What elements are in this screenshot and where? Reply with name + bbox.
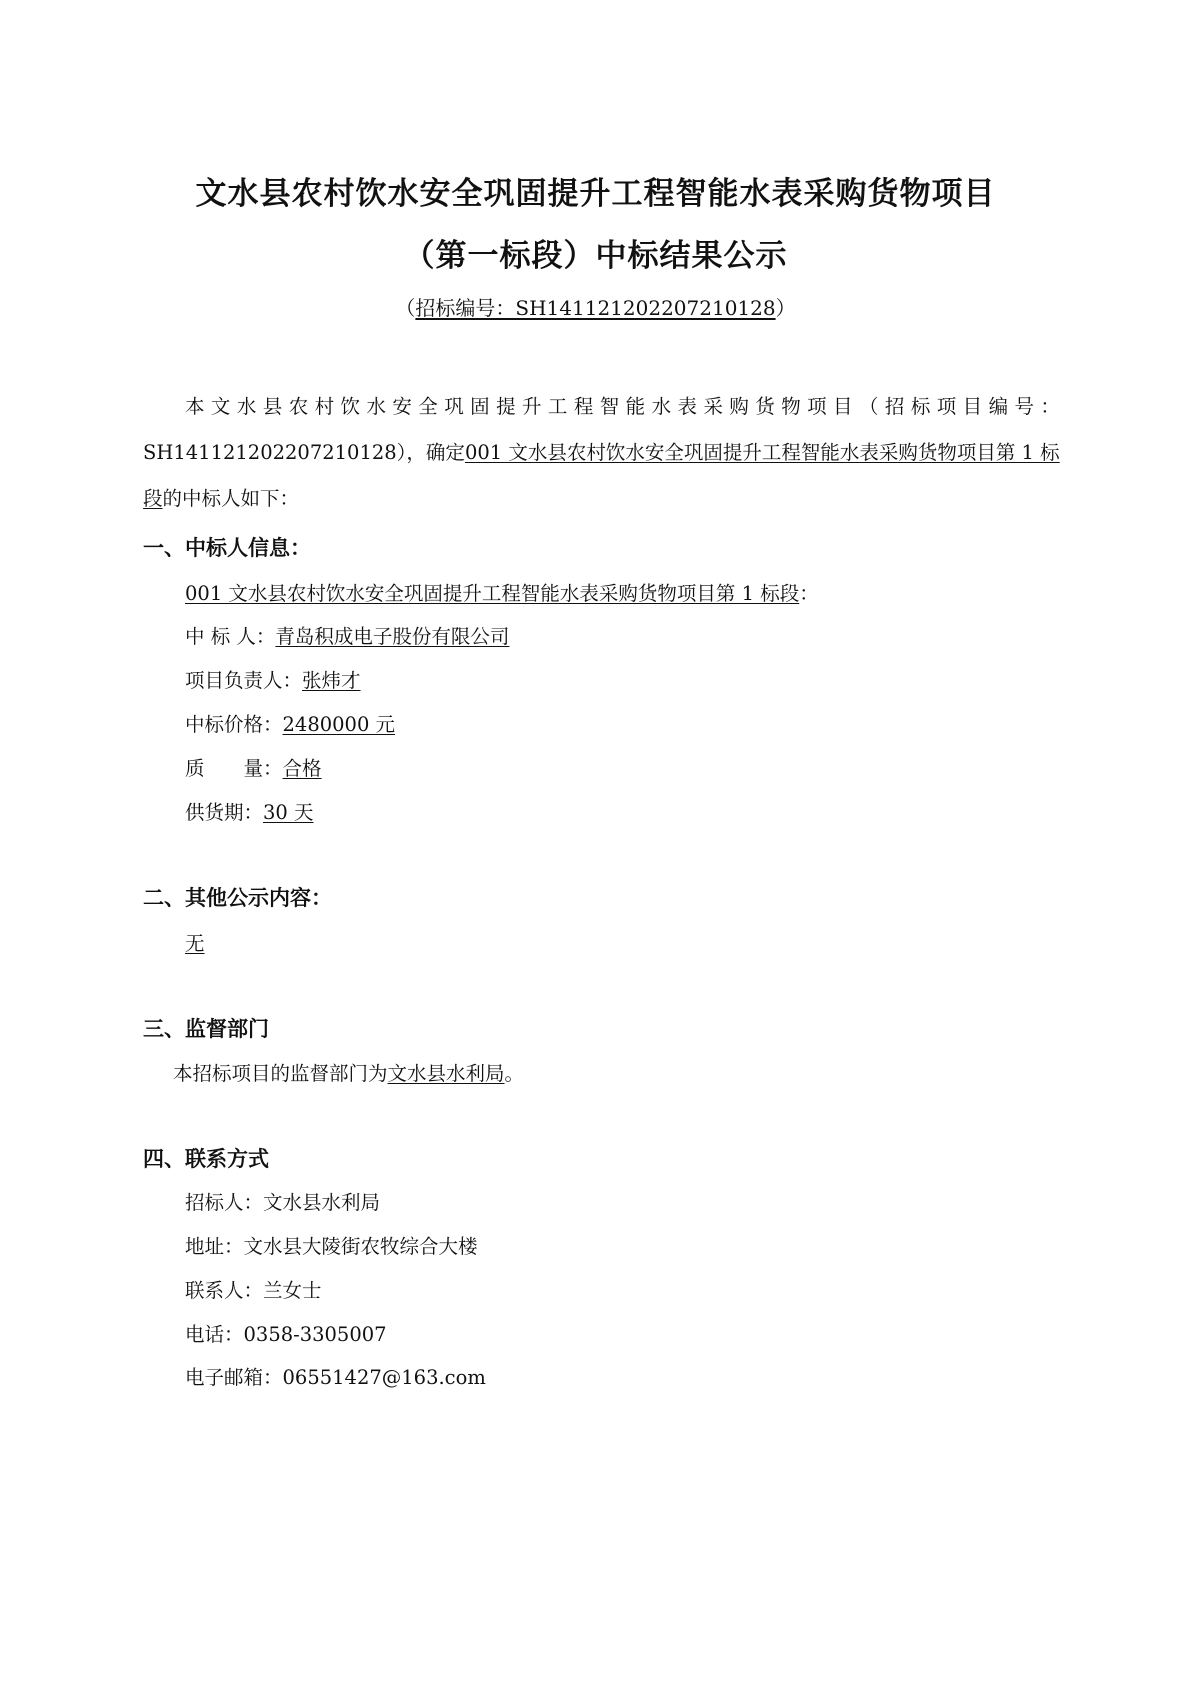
intro-char: 标	[910, 395, 931, 418]
intro-char: （	[858, 395, 879, 418]
intro-char: 农	[288, 395, 309, 418]
intro-char: 项	[807, 395, 827, 418]
supervision-row	[173, 1058, 524, 1086]
quality-value: 合格	[282, 757, 322, 780]
manager-row	[185, 665, 361, 693]
intro-char: 招	[884, 395, 905, 418]
intro-line2	[143, 430, 1060, 476]
manager-label: 项目负责人：	[185, 669, 303, 692]
intro-char: 全	[418, 395, 438, 418]
intro-char: 项	[936, 395, 957, 418]
address-row: 地址：文水县大陵街农牧综合大楼	[185, 1235, 478, 1258]
intro-char: 饮	[340, 395, 361, 418]
tenderer-row: 招标人：文水县水利局	[185, 1191, 381, 1214]
intro-line3-suffix: 的中标人如下：	[162, 487, 300, 510]
document-title-line1: 文水县农村饮水安全巩固提升工程智能水表采购货物项目	[195, 176, 996, 212]
intro-char: 采	[703, 395, 723, 418]
bid-number-open: （	[395, 296, 416, 320]
intro-char: 工	[547, 395, 568, 418]
delivery-label: 供货期：	[185, 801, 264, 824]
intro-char: 水	[236, 395, 257, 418]
intro-char: 智	[599, 395, 620, 418]
bid-number-close: ）	[775, 296, 796, 320]
delivery-row	[185, 797, 314, 825]
other-content-row	[185, 928, 205, 956]
supervision-prefix: 本招标项目的监督部门为	[173, 1062, 388, 1085]
intro-char: 文	[210, 395, 231, 418]
bid-number	[0, 292, 1191, 321]
intro-char: 升	[521, 395, 542, 418]
bid-number-value: 招标编号：SH141121202207210128	[415, 296, 776, 320]
section1-heading: 一、中标人信息：	[143, 536, 311, 560]
section3-heading: 三、监督部门	[143, 1017, 269, 1041]
delivery-value: 30 天	[263, 801, 314, 824]
intro-line1	[143, 384, 1060, 430]
intro-char: 提	[496, 395, 516, 418]
intro-char: 固	[470, 395, 490, 418]
manager-value: 张炜才	[302, 669, 361, 692]
intro-char: 表	[677, 395, 698, 418]
intro-paragraph	[143, 384, 1060, 522]
winner-row	[185, 621, 509, 649]
price-label: 中标价格：	[185, 713, 283, 736]
lot-name: 001 文水县农村饮水安全巩固提升工程智能水表采购货物项目第 1 标段	[185, 582, 800, 605]
intro-char: 安	[392, 395, 412, 418]
quality-row	[185, 753, 322, 781]
intro-char: ：	[1040, 395, 1060, 418]
supervision-dept: 文水县水利局	[387, 1062, 505, 1085]
other-content-value: 无	[185, 932, 205, 955]
intro-char: 能	[625, 395, 646, 418]
lot-link-continued: 段	[143, 487, 163, 510]
intro-char: 巩	[444, 395, 464, 418]
winner-label: 中 标 人：	[185, 625, 276, 648]
intro-char: 号	[1014, 395, 1035, 418]
price-value: 2480000 元	[282, 713, 396, 736]
quality-label: 质 量：	[185, 757, 283, 780]
intro-char: 村	[314, 395, 335, 418]
phone-row: 电话：0358-3305007	[185, 1323, 387, 1346]
intro-char: 县	[262, 395, 283, 418]
email-row: 电子邮箱：06551427@163.com	[185, 1366, 486, 1389]
intro-char: 目	[833, 395, 853, 418]
section2-heading: 二、其他公示内容：	[143, 886, 332, 910]
section4-heading: 四、联系方式	[143, 1147, 269, 1171]
winner-value: 青岛积成电子股份有限公司	[275, 625, 510, 648]
price-row	[185, 709, 395, 737]
lot-name-row	[185, 578, 819, 606]
document-title-line2: （第一标段）中标结果公示	[403, 238, 788, 274]
intro-char: 购	[729, 395, 749, 418]
intro-char: 程	[573, 395, 594, 418]
intro-char: 水	[366, 395, 386, 418]
contact-row: 联系人：兰女士	[185, 1279, 322, 1302]
intro-char: 本	[185, 395, 205, 418]
intro-line2-prefix: SH141121202207210128），确定	[143, 441, 465, 464]
supervision-suffix: 。	[504, 1062, 525, 1085]
intro-char: 水	[651, 395, 672, 418]
intro-char: 物	[781, 395, 801, 418]
lot-colon: ：	[799, 582, 819, 605]
lot-link: 001 文水县农村饮水安全巩固提升工程智能水表采购货物项目第 1 标	[464, 441, 1060, 464]
intro-char: 目	[962, 395, 983, 418]
intro-line3	[143, 476, 1060, 522]
intro-char: 编	[988, 395, 1009, 418]
intro-char: 货	[755, 395, 775, 418]
